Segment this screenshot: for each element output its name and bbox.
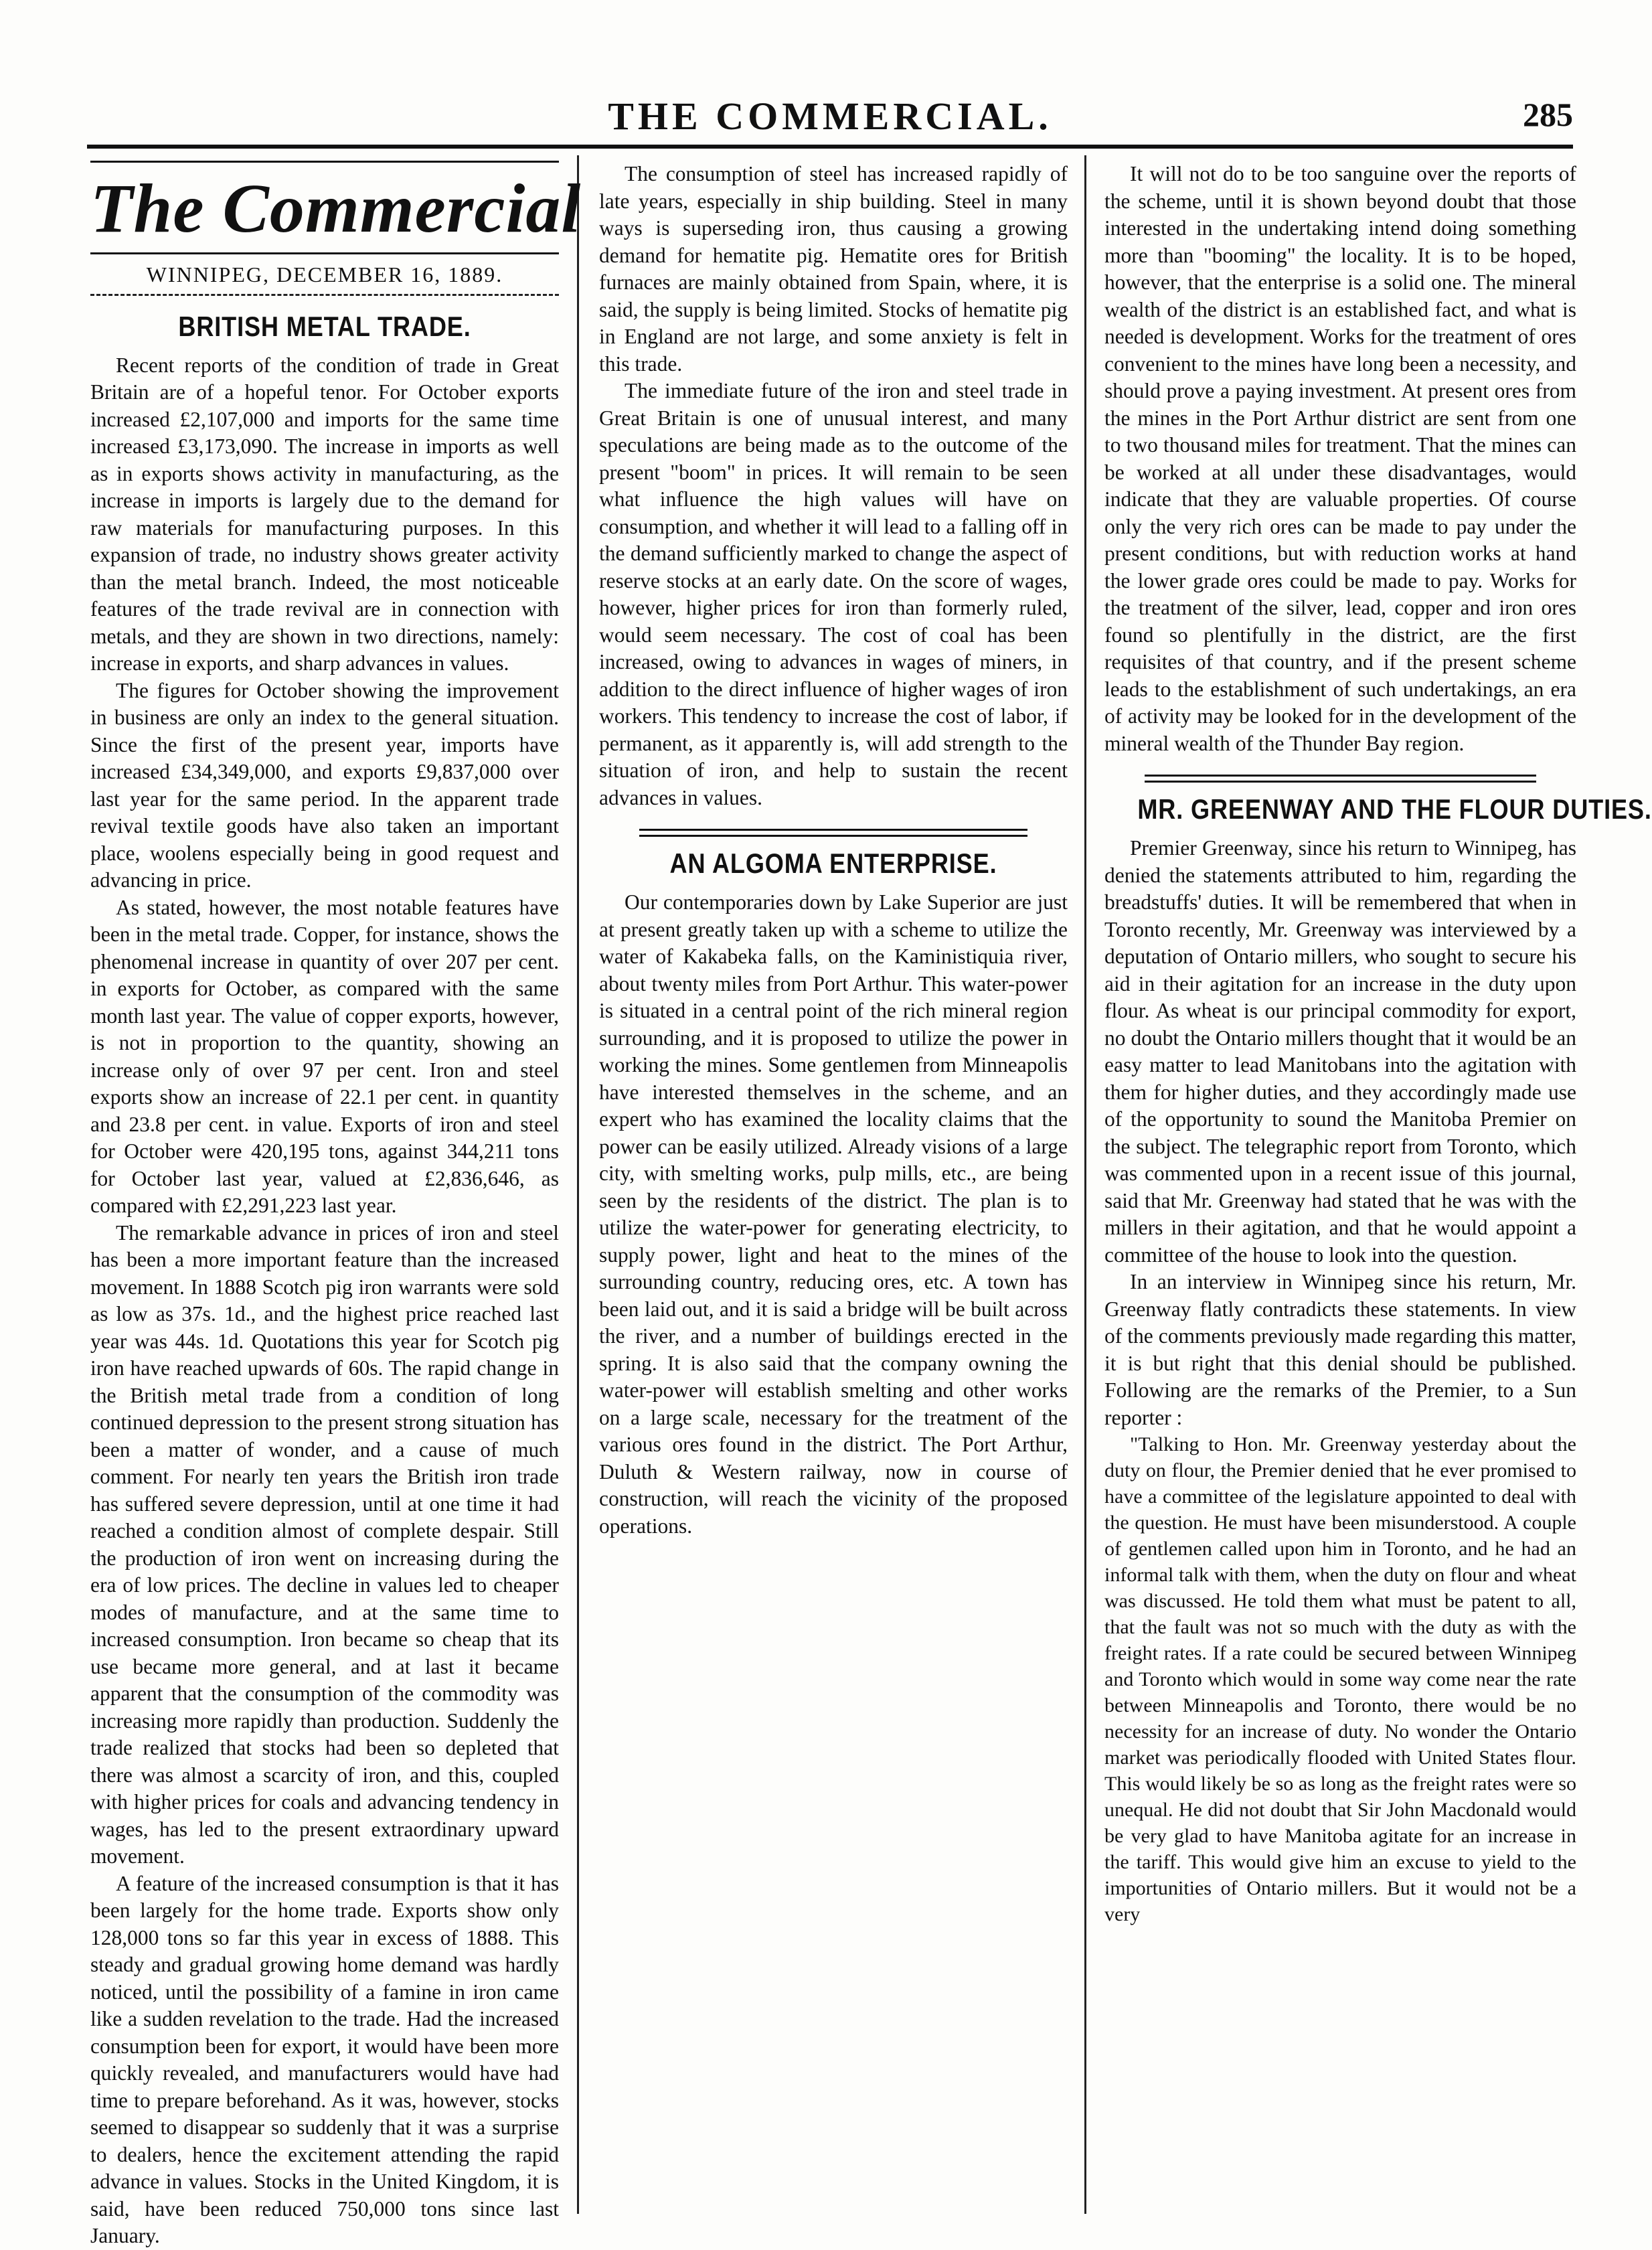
article-headline-flour: MR. GREENWAY AND THE FLOUR DUTIES.: [1137, 793, 1652, 825]
article-paragraph: It will not do to be too sanguine over the reports of the scheme, until it is shown beyond doubt that those interested in the undertaking intend doing something more than "booming" the locality. It is to be hoped, however, that the enterprise is a solid one. The mineral wealth of the district is an established fact, and what is needed is development. Works for the treatment of ores convenient to the mines have long been a necessity, and should prove a paying investment. At present ores from the mines in the Port Arthur district are sent from one to two thousand miles for treatment. That the mines can be worked at all under these disadvantages, would indicate that they are valuable properties. Of course only the very rich ores can be made to pay under the present conditions, but with reduction works at hand the lower grade ores could be made to pay. Works for the treatment of the silver, lead, copper and iron ores found so plentifully in the district, are the first requisites of that country, and if the present scheme leads to the establishment of such undertakings, an era of activity may be looked for in the development of the mineral wealth of the Thunder Bay region.: [1104, 162, 1576, 755]
dateline: WINNIPEG, DECEMBER 16, 1889.: [146, 262, 503, 287]
article-paragraph: As stated, however, the most notable features have been in the metal trade. Copper, for instance, shows the phenomenal increase in quantity of over 207 per cent. in exports for October, as compared with the same month last year. The value of copper exports, however, is not in proportion to the quantity, showing an increase only of over 97 per cent. Iron and steel exports show an increase of 22.1 per cent. in quantity and 23.8 per cent. in value. Exports of iron and steel for October were 420,195 tons, against 344,211 tons for October last year, valued at £2,836,646, as compared with £2,291,223 last year.: [90, 895, 559, 1217]
header-rule: [87, 145, 1573, 149]
column-3: [1104, 161, 1652, 2209]
column-2: [599, 161, 1068, 2209]
page-number: 285: [1523, 96, 1573, 133]
column-divider: [1084, 155, 1086, 2214]
article-paragraph: The consumption of steel has increased rapidly of late years, especially in ship building. Steel in many ways is superseding iron, thus causing a growing demand for hematite pig. Hematite ores for British furnaces are mainly obtained from Spain, where, it is said, the supply is being limited. Stocks of hematite pig in England are not large, and some anxiety is felt in this trade.: [599, 162, 1068, 376]
article-separator: [1145, 775, 1536, 783]
article-paragraph: The remarkable advance in prices of iron and steel has been a more important feature than the increased movement. In 1888 Scotch pig iron warrants were sold as low as 37s. 1d., and the highest price reached last year was 44s. 1d. Quotations this year for Scotch pig iron have reached upwards of 60s. The rapid change in the British metal trade from a condition of long continued depression to the present strong situation has been a matter of wonder, and a cause of much comment. For nearly ten years the British iron trade has suffered severe depression, until at one time it had reached a condition almost of complete despair. Still the production of iron went on increasing during the era of low prices. The decline in values led to cheaper modes of manufacture, and at the same time to increased consumption. Iron became so cheap that its use became more general, and at last it became apparent that the consumption of the commodity was increasing more rapidly than production. Suddenly the trade realized that stocks had been so depleted that there was almost a scarcity of iron, and this, coupled with higher prices for coals and advancing tendency in wages, has led to the present extraordinary upward movement.: [90, 1220, 559, 1868]
article-paragraph: Premier Greenway, since his return to Winnipeg, has denied the statements attributed to him, regarding the breadstuffs' duties. It will be remembered that when in Toronto recently, Mr. Greenway was interviewed by a deputation of Ontario millers, who sought to secure his aid in their agitation for an increase in the duty upon flour. As wheat is our principal commodity for export, no doubt the Ontario millers thought that it would be an easy matter to lead Manitobans into the agitation with them for higher duties, and they accordingly made use of the opportunity to sound the Manitoba Premier on the subject. The telegraphic report from Toronto, which was commented upon in a recent issue of this journal, said that Mr. Greenway had stated that he was with the millers in their agitation, and that he would appoint a committee of the house to look into the question.: [1104, 836, 1576, 1267]
running-head: [87, 94, 1573, 147]
column-1: [90, 161, 582, 2247]
article-paragraph: Recent reports of the condition of trade in Great Britain are of a hopeful tenor. For October exports increased £2,107,000 and imports for the same time increased £3,173,090. The increase in imports as well as in exports shows activity in manufacturing, as the increase in imports is largely due to the demand for raw materials for manufacturing purposes. In this expansion of trade, no industry shows greater activity than the metal branch. Indeed, the most noticeable features of the trade revival are in connection with metals, and they are shown in two directions, namely: increase in exports, and sharp advances in values.: [90, 353, 559, 675]
article-headline-metal: BRITISH METAL TRADE.: [178, 310, 471, 342]
article-paragraph: Our contemporaries down by Lake Superior are just at present greatly taken up with a scheme to utilize the water of Kakabeka falls, on the Kaministiquia river, about twenty miles from Port Arthur. This water-power is situated in a central point of the rich mineral region surrounding, and it is proposed to utilize the power in working the mines. Some gentlemen from Minneapolis have interested themselves in the scheme, and an expert who has examined the locality claims that the power can be easily utilized. Already visions of a large city, with smelting works, pulp mills, etc., are being seen by the residents of the district. The plan is to utilize the water-power for generating electricity, to supply power, light and heat to the mines of the surrounding country, reducing ores, etc. A town has been laid out, and it is said a bridge will be built across the river, and a number of buildings erected in the spring. It is also said that the company owning the water-power will establish smelting and other works on a large scale, necessary for the treatment of the various ores found in the district. The Port Arthur, Duluth & Western railway, now in course of construction, will reach the vicinity of the proposed operations.: [599, 890, 1068, 1538]
article-paragraph-split: A feature of the increased consumption is that it has been largely for the home trade. Exports show only 128,000 tons so far this year in excess of 1888. This steady and gradual growing home demand was hardly noticed, until the possibility of a famine in iron came like a sudden revelation to the trade. Had the increased consumption been for export, it would have been more quickly revealed, and manufacturers would have had time to prepare beforehand. As it was, however, stocks seemed to disappear so suddenly that it was a surprise to dealers, hence the excitement attending the rapid advance in values. Stocks in the United Kingdom, it is said, have been reduced 750,000 tons since last January.: [90, 1871, 559, 2247]
dateline-rule: [90, 294, 559, 296]
article-paragraph: The figures for October showing the improvement in business are only an index to the general situation. Since the first of the present year, imports have increased £34,349,000, and exports £9,837,000 over last year for the same period. In the apparent trade revival textile goods have also taken an important place, woolens especially being in good request and advancing in price.: [90, 678, 559, 892]
article-separator: [639, 829, 1027, 837]
masthead-rule: [90, 252, 559, 254]
article-paragraph: The immediate future of the iron and steel trade in Great Britain is one of unusual interest, and many speculations are being made as to the outcome of the present "boom" in prices. It will remain to be seen what influence the high values will have on consumption, and whether it will lead to a falling off in the demand sufficiently marked to change the aspect of reserve stocks at an early date. On the score of wages, however, higher prices for iron than formerly ruled, would seem necessary. The cost of coal has been increased, owing to advances in wages of miners, in addition to the direct influence of higher wages of iron workers. This tendency to increase the cost of labor, if permanent, as it apparently is, will add strength to the situation of iron, and help to sustain the recent advances in values.: [599, 379, 1068, 809]
masthead-title: The Commercial: [90, 170, 582, 247]
column-divider: [577, 155, 579, 2214]
article-paragraph: In an interview in Winnipeg since his return, Mr. Greenway flatly contradicts these statements. In view of the comments previously made regarding this matter, it is but right that this denial should be published. Following are the remarks of the Premier, to a Sun reporter :: [1104, 1270, 1576, 1429]
running-title: THE COMMERCIAL.: [608, 94, 1052, 138]
quoted-interview: "Talking to Hon. Mr. Greenway yesterday about the duty on flour, the Premier denied that he ever promised to have a committee of the legislature appointed to deal with the question. He must have been misunderstood. A couple of gentlemen called upon him in Toronto, and he had an informal talk with them, when the duty on flour and wheat was discussed. He told them what must be patent to all, that the fault was not so much with the duty as with the freight rates. If a rate could be secured between Winnipeg and Toronto which would in some way come near the rate between Minneapolis and Toronto, there would be no necessity for an increase of duty. No wonder the Ontario market was periodically flooded with United States flour. This would likely be so as long as the freight rates were so unequal. He did not doubt that Sir John Macdonald would be very glad to have Manitoba agitate for an increase in the tariff. This would give him an excuse to yield to the importunities of Ontario millers. But it would not be a very: [1104, 1433, 1576, 1925]
masthead-rule: [90, 161, 559, 163]
article-headline-algoma: AN ALGOMA ENTERPRISE.: [669, 848, 997, 879]
